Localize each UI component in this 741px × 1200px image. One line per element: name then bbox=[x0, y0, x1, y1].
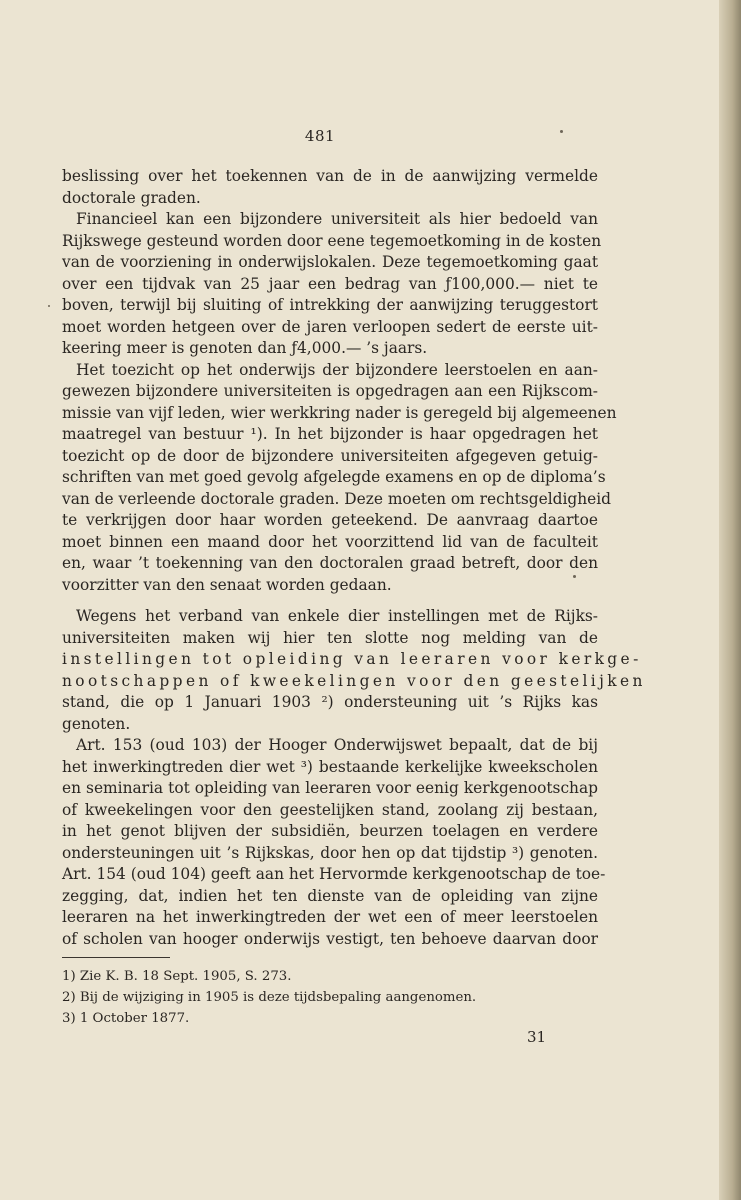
text-line: gewezen bijzondere universiteiten is opgedragen aan een Rijkscom- bbox=[62, 382, 598, 400]
body-text bbox=[62, 166, 646, 950]
text-line: zegging, dat, indien het ten dienste van de opleiding van zijne bbox=[62, 886, 598, 905]
text-line: Financieel kan een bijzondere universiteit als hier bedoeld van bbox=[76, 210, 598, 228]
text-line: beslissing over het toekennen van de in de aanwijzing vermelde bbox=[62, 167, 598, 185]
text-line: universiteiten maken wij hier ten slotte nog melding van de bbox=[62, 628, 598, 647]
footnote-divider bbox=[62, 957, 170, 958]
text-line: missie van vijf leden, wier werkkring nader is geregeld bij algemeenen bbox=[62, 403, 617, 422]
paper-speck bbox=[560, 130, 563, 133]
text-line: Rijkswege gesteund worden door eene tegemoetkoming in de kosten bbox=[62, 231, 602, 250]
footnote: 1) Zie K. B. 18 Sept. 1905, S. 273. bbox=[62, 969, 292, 984]
text-line: en, waar ’t toekenning van den doctoralen graad betreft, door den bbox=[62, 554, 598, 572]
sheet-number: 31 bbox=[527, 1028, 547, 1046]
text-line: over een tijdvak van 25 jaar een bedrag van ƒ100,000.— niet te bbox=[62, 274, 598, 293]
text-line: toezicht op de door de bijzondere universiteiten afgegeven getuig- bbox=[62, 446, 598, 465]
text-line: leeraren na het inwerkingtreden der wet een of meer leerstoelen bbox=[62, 908, 598, 926]
text-line: boven, terwijl bij sluiting of intrekking der aanwijzing teruggestort bbox=[62, 296, 598, 314]
text-line: te verkrijgen door haar worden geteekend. De aanvraag daartoe bbox=[62, 511, 598, 529]
text-line: en seminaria tot opleiding van leeraren voor eenig kerkgenootschap bbox=[62, 779, 598, 797]
text-line: Wegens het verband van enkele dier instellingen met de Rijks- bbox=[76, 607, 598, 625]
footnotes bbox=[62, 966, 602, 1029]
text-line: nootschappen of kweekelingen voor den geestelijken bbox=[62, 671, 646, 690]
footnote: 2) Bij de wijziging in 1905 is deze tijdsbepaling aangenomen. bbox=[62, 990, 477, 1005]
paragraph-gap bbox=[62, 596, 598, 606]
text-line: Art. 153 (oud 103) der Hooger Onderwijswet bepaalt, dat de bij bbox=[76, 736, 598, 754]
text-line: genoten. bbox=[62, 714, 131, 733]
text-line: Art. 154 (oud 104) geeft aan het Hervormde kerkgenootschap de toe- bbox=[62, 865, 606, 883]
text-line: maatregel van bestuur ¹). In het bijzonder is haar opgedragen het bbox=[62, 425, 598, 443]
text-line: ondersteuningen uit ’s Rijkskas, door hen op dat tijdstip ³) genoten. bbox=[62, 843, 598, 862]
text-line: stand, die op 1 Januari 1903 ²) ondersteuning uit ’s Rijks kas bbox=[62, 693, 598, 711]
footnote: 3) 1 October 1877. bbox=[62, 1011, 190, 1026]
text-line: moet worden hetgeen over de jaren verloopen sedert de eerste uit- bbox=[62, 317, 598, 336]
page-edge bbox=[719, 0, 741, 1200]
text-line: keering meer is genoten dan ƒ4,000.— ’s jaars. bbox=[62, 339, 428, 357]
text-line: van de voorziening in onderwijslokalen. Deze tegemoetkoming gaat bbox=[62, 253, 598, 271]
text-line: het inwerkingtreden dier wet ³) bestaande kerkelijke kweekscholen bbox=[62, 757, 598, 776]
text-line: voorzitter van den senaat worden gedaan. bbox=[62, 575, 392, 594]
text-line: instellingen tot opleiding van leeraren voor kerkge- bbox=[62, 650, 642, 668]
text-line: of kweekelingen voor den geestelijken stand, zoolang zij bestaan, bbox=[62, 800, 598, 819]
page-number: 481 bbox=[304, 127, 336, 145]
paper-speck bbox=[573, 575, 576, 578]
text-line: of scholen van hooger onderwijs vestigt, ten behoeve daarvan door bbox=[62, 929, 598, 948]
text-line: schriften van met goed gevolg afgelegde examens en op de diploma’s bbox=[62, 468, 606, 486]
text-line: doctorale graden. bbox=[62, 188, 201, 207]
text-line: Het toezicht op het onderwijs der bijzondere leerstoelen en aan- bbox=[76, 360, 598, 379]
text-line: in het genot blijven der subsidiën, beurzen toelagen en verdere bbox=[62, 822, 598, 840]
paper-speck bbox=[48, 305, 50, 307]
text-line: moet binnen een maand door het voorzittend lid van de faculteit bbox=[62, 532, 598, 551]
text-line: van de verleende doctorale graden. Deze moeten om rechtsgeldigheid bbox=[62, 489, 612, 508]
